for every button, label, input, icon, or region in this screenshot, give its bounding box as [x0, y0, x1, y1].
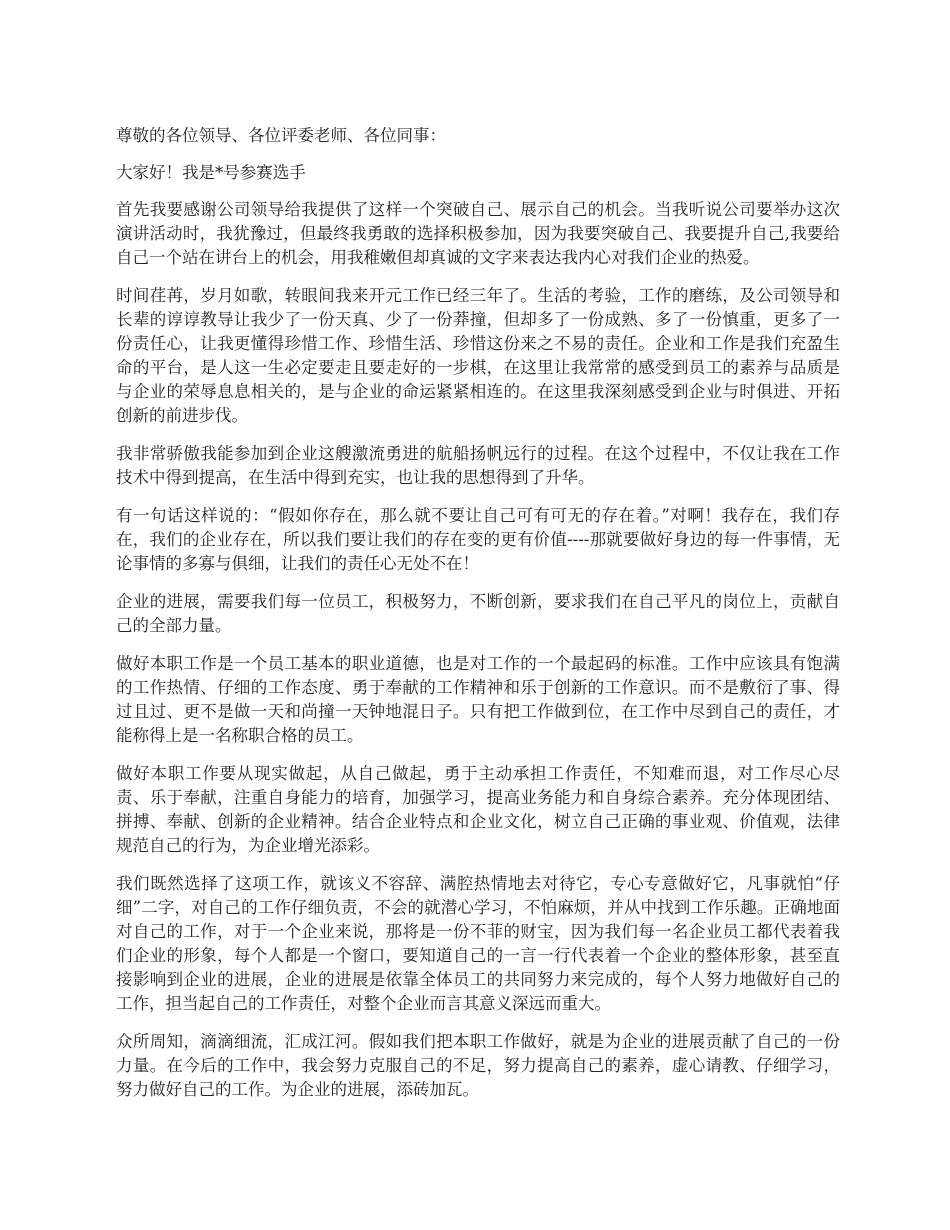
- greeting-line: 尊敬的各位领导、各位评委老师、各位同事：: [116, 126, 446, 145]
- document-body: [116, 124, 840, 1116]
- paragraph: 我们既然选择了这项工作，就该义不容辞、满腔热情地去对待它，专心专意做好它，凡事就怕“仔细”二字，对自己的工作仔细负责，不会的就潜心学习，不怕麻烦，并从中找到工作乐趣。正确地面对自己的工作，对于一个企业来说，那将是一份不菲的财宝，因为我们每一名企业员工都代表着我们企业的形象，每个人都是一个窗口，要知道自己的一言一行代表着一个企业的整体形象，甚至直接影响到企业的进展，企业的进展是依靠全体员工的共同努力来完成的，每个人努力地做好自己的工作，担当起自己的工作责任，对整个企业而言其意义深远而重大。: [116, 874, 840, 1013]
- paragraph: 我非常骄傲我能参加到企业这艘激流勇进的航船扬帆远行的过程。在这个过程中，不仅让我在工作技术中得到提高，在生活中得到充实，也让我的思想得到了升华。: [116, 444, 840, 487]
- paragraph: 众所周知，滴滴细流，汇成江河。假如我们把本职工作做好，就是为企业的进展贡献了自己的一份力量。在今后的工作中，我会努力克服自己的不足，努力提高自己的素养，虚心请教、仔细学习，努力做好自己的工作。为企业的进展，添砖加瓦。: [116, 1032, 840, 1099]
- paragraph: 有一句话这样说的：“假如你存在，那么就不要让自己可有可无的存在着。”对啊！我存在，我们存在，我们的企业存在，所以我们要让我们的存在变的更有价值----那就要做好身边的每一件事情，无论事情的多寡与俱细，让我们的责任心无处不在！: [116, 506, 840, 573]
- paragraph: 企业的进展，需要我们每一位员工，积极努力，不断创新，要求我们在自己平凡的岗位上，贡献自己的全部力量。: [116, 592, 840, 635]
- paragraph: 时间荏苒，岁月如歌，转眼间我来开元工作已经三年了。生活的考验，工作的磨练，及公司领导和长辈的谆谆教导让我少了一份天真、少了一份莽撞，但却多了一份成熟、多了一份慎重，更多了一份责任心，让我更懂得珍惜工作、珍惜生活、珍惜这份来之不易的责任。企业和工作是我们充盈生命的平台，是人这一生必定要走且要走好的一步棋，在这里让我常常的感受到员工的素养与品质是与企业的荣辱息息相关的，是与企业的命运紧紧相连的。在这里我深刻感受到企业与时俱进、开拓创新的前进步伐。: [116, 286, 840, 425]
- paragraph: 做好本职工作是一个员工基本的职业道德，也是对工作的一个最起码的标准。工作中应该具有饱满的工作热情、仔细的工作态度、勇于奉献的工作精神和乐于创新的工作意识。而不是敷衍了事、得过且过、更不是做一天和尚撞一天钟地混日子。只有把工作做到位，在工作中尽到自己的责任，才能称得上是一名称职合格的员工。: [116, 654, 840, 745]
- paragraph: 首先我要感谢公司领导给我提供了这样一个突破自己、展示自己的机会。当我听说公司要举办这次演讲活动时，我犹豫过，但最终我勇敢的选择积极参加，因为我要突破自己、我要提升自己,我要给自己一个站在讲台上的机会，用我稚嫩但却真诚的文字来表达我内心对我们企业的热爱。: [116, 200, 840, 267]
- intro-line: 大家好！我是*号参赛选手: [116, 163, 306, 182]
- paragraph: 做好本职工作要从现实做起，从自己做起，勇于主动承担工作责任，不知难而退，对工作尽心尽责、乐于奉献，注重自身能力的培育，加强学习，提高业务能力和自身综合素养。充分体现团结、拼搏、奉献、创新的企业精神。结合企业特点和企业文化，树立自己正确的事业观、价值观，法律规范自己的行为，为企业增光添彩。: [116, 764, 840, 855]
